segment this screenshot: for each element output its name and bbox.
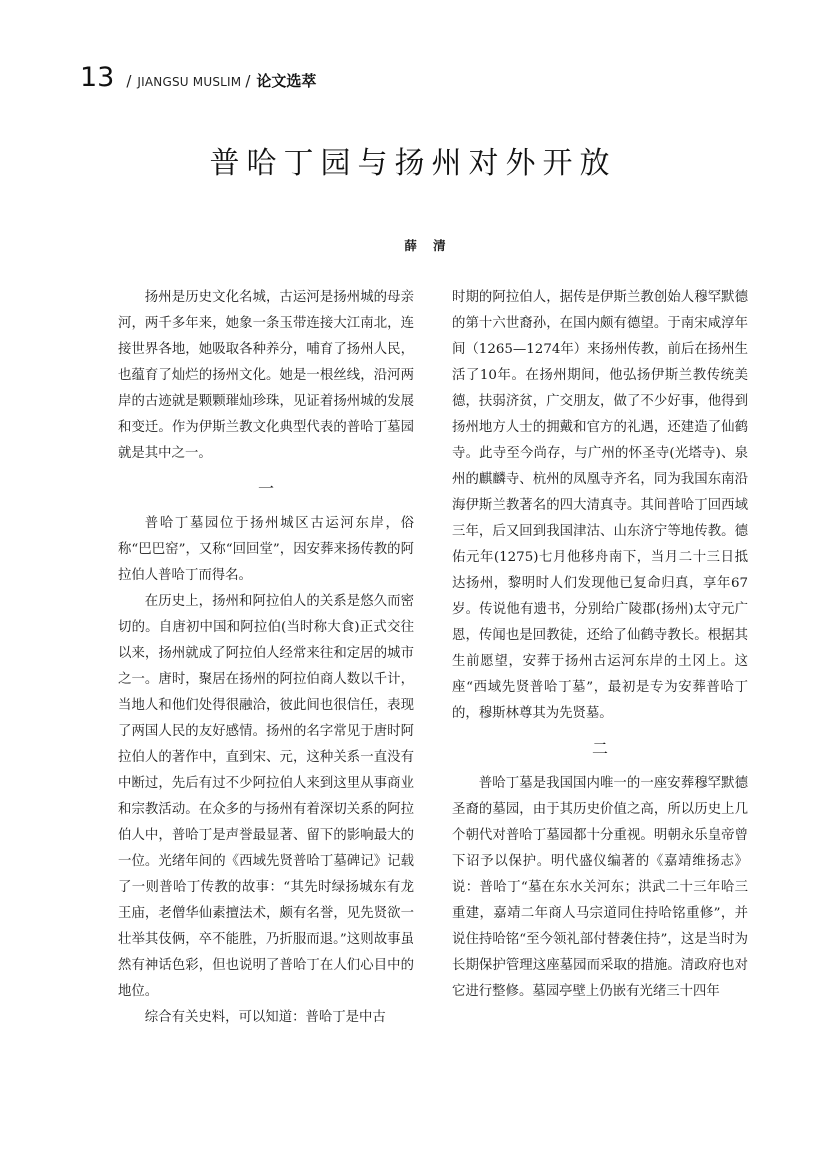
article-author: 薛 清 — [404, 238, 452, 253]
right-column — [452, 285, 748, 1005]
paragraph: 扬州是历史文化名城，古运河是扬州城的母亲河，两千多年来，她象一条玉带连接大江南北，连接世界各地，她吸取各种养分，哺育了扬州人民，也蕴育了灿烂的扬州文化。她是一根丝线，沿河两岸的古迹就是颗颗璀灿珍珠，见证着扬州城的发展和变迁。作为伊斯兰教文化典型代表的普哈丁墓园就是其中之一。 — [118, 290, 414, 461]
section-heading-2: 二 — [591, 739, 608, 758]
article-title: 普哈丁园与扬州对外开放 — [209, 146, 617, 181]
header-separator-2: / — [245, 72, 251, 90]
section-name: 论文选萃 — [256, 72, 317, 90]
page-header — [80, 62, 316, 102]
paragraph: 普哈丁墓是我国国内唯一的一座安葬穆罕默德圣裔的墓园，由于其历史价值之高，所以历史上几个朝代对普哈丁墓园都十分重视。明朝永乐皇帝曾下诏予以保护。明代盛仪编著的《嘉靖维扬志》说：普哈丁“墓在东水关河东；洪武二十三年哈三重建，嘉靖二年商人马宗道同住持哈铭重修”，并说住持哈铭“至今领礼部付替袭住持”，这是当时为长期保护管理这座墓园而采取的措施。清政府也对它进行整修。墓园亭壁上仍嵌有光绪三十四年 — [452, 776, 748, 999]
header-separator-1: / — [126, 72, 132, 90]
left-column — [118, 285, 414, 1031]
page-number: 13 — [80, 62, 115, 93]
paragraph: 普哈丁墓园位于扬州城区古运河东岸，俗称“巴巴窑”，又称“回回堂”，因安葬来扬传教的阿拉伯人普哈丁而得名。 — [118, 516, 414, 583]
journal-name: JIANGSU MUSLIM — [137, 75, 242, 89]
paragraph: 在历史上，扬州和阿拉伯人的关系是悠久而密切的。自唐初中国和阿拉伯(当时称大食)正式交往以来，扬州就成了阿拉伯人经常来往和定居的城市之一。唐时，聚居在扬州的阿拉伯商人数以千计，当地人和他们处得很融洽，彼此间也很信任，表现了两国人民的友好感情。扬州的名字常见于唐时阿拉伯人的著作中，直到宋、元，这种关系一直没有中断过，先后有过不少阿拉伯人来到这里从事商业和宗教活动。在众多的与扬州有着深切关系的阿拉伯人中，普哈丁是声誉最显著、留下的影响最大的一位。光绪年间的《西域先贤普哈丁墓碑记》记载了一则普哈丁传教的故事：“其先时绿扬城东有龙王庙，老僧华仙素擅法术，颇有名誉，见先贤欲一壮举其伎俩，卒不能胜，乃折服而退。”这则故事虽然有神话色彩，但也说明了普哈丁在人们心目中的地位。 — [118, 594, 414, 999]
paragraph: 综合有关史料，可以知道：普哈丁是中古 — [144, 1010, 386, 1025]
section-heading-1: 一 — [257, 479, 274, 498]
paragraph: 时期的阿拉伯人，据传是伊斯兰教创始人穆罕默德的第十六世裔孙，在国内颇有德望。于南宋咸淳年间（1265—1274年）来扬州传教，前后在扬州生活了10年。在扬州期间，他弘扬伊斯兰教传统美德，扶弱济贫，广交朋友，做了不少好事，他得到扬州地方人士的拥戴和官方的礼遇，还建造了仙鹤寺。此寺至今尚存，与广州的怀圣寺(光塔寺)、泉州的麒麟寺、杭州的凤凰寺齐名，同为我国东南沿海伊斯兰教著名的四大清真寺。其间普哈丁回西域三年，后又回到我国津沽、山东济宁等地传教。德佑元年(1275)七月他移舟南下，当月二十三日抵达扬州，黎明时人们发现他已复命归真，享年67岁。传说他有遗书，分别给广陵郡(扬州)太守元广恩，传闻也是回教徒，还给了仙鹤寺教长。根据其生前愿望，安葬于扬州古运河东岸的土冈上。这座“西域先贤普哈丁墓”，最初是专为安葬普哈丁的，穆斯林尊其为先贤墓。 — [452, 290, 748, 721]
